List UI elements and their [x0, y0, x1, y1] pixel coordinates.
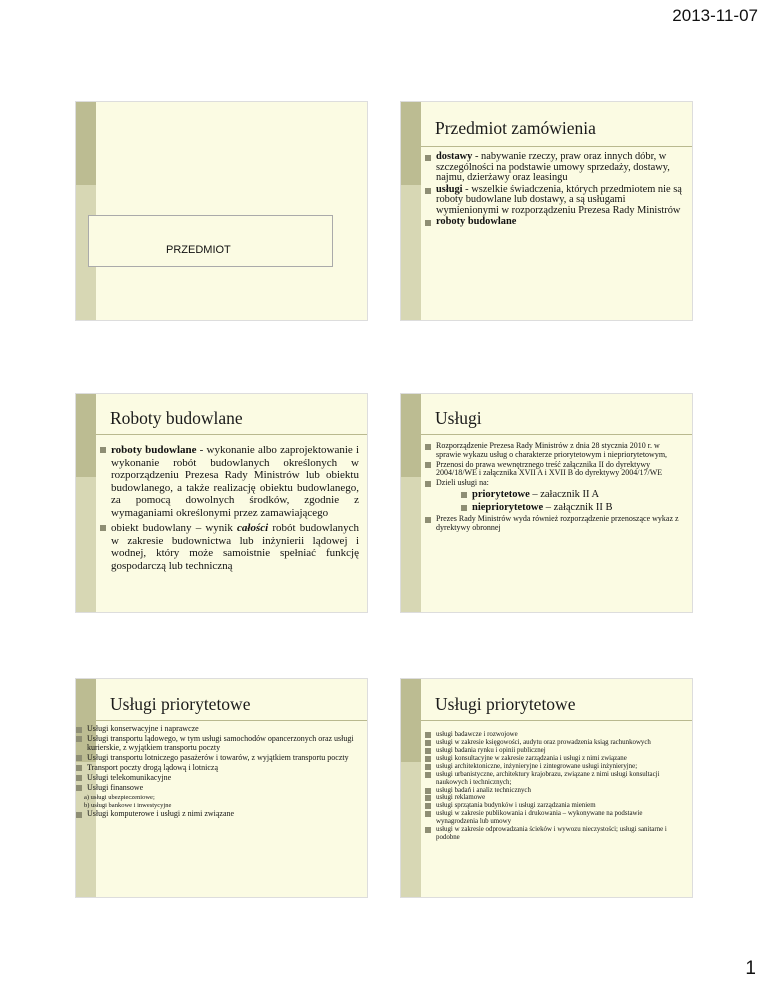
list-item: dostawy - nabywanie rzeczy, praw oraz innych dóbr, w szczególności na podstawie umowy sprzedaży, dostawy, najmu, dzierżawy oraz leasingu: [425, 152, 684, 184]
sub-list-item: priorytetowe – załacznik II A: [461, 489, 684, 501]
list-item: Rozporządzenie Prezesa Rady Ministrów z dnia 28 stycznia 2010 r. w sprawie wykazu usług o charakterze priorytetowym i niepriorytetowym,: [425, 442, 684, 459]
list-item: Usługi telekomunikacyjne: [76, 774, 359, 783]
slide-przedmiot-zamowienia: [400, 101, 693, 321]
list-item: Dzieli usługi na:: [425, 479, 684, 488]
list-item: usługi konsultacyjne w zakresie zarządzania i usługi z nimi związane: [425, 755, 684, 763]
list-item: usługi architektoniczne, inżynieryjne i zintegrowane usługi inżynieryjne;: [425, 763, 684, 771]
list-item: usługi badania rynku i opinii publicznej: [425, 747, 684, 755]
slide-title: Usługi: [435, 408, 482, 428]
slide-uslugi-priorytetowe-2: [400, 678, 693, 898]
list-item: usługi - wszelkie świadczenia, których przedmiotem nie są roboty budowlane lub dostawy, a są usługami wymienionymi w rozporządzeniu Prezesa Rady Ministrów: [425, 185, 684, 217]
slide-title: Przedmiot zamówienia: [435, 118, 596, 138]
slide-label: PRZEDMIOT: [166, 244, 231, 256]
sub-list-item: niepriorytetowe – załącznik II B: [461, 502, 684, 514]
sub-item: a) usługi ubezpieczeniowe;: [84, 793, 155, 801]
slide-roboty-budowlane: [75, 393, 368, 613]
list-item: usługi w zakresie księgowości, audytu oraz prowadzenia ksiąg rachunkowych: [425, 739, 684, 747]
list-item: usługi reklamowe: [425, 794, 684, 802]
list-item: Usługi konserwacyjne i naprawcze: [76, 725, 359, 734]
list-item: roboty budowlane: [425, 217, 684, 228]
list-item: Prezes Rady Ministrów wyda również rozporządzenie przenoszące wykaz z dyrektywy obronnej: [425, 515, 684, 532]
slide-title: Usługi priorytetowe: [110, 694, 251, 714]
list-item: usługi urbanistyczne, architektury krajobrazu, związane z nimi usługi konsultacji naukowych i technicznych;: [425, 771, 684, 786]
slide-uslugi: [400, 393, 693, 613]
list-item: usługi badawcze i rozwojowe: [425, 731, 684, 739]
list-item: usługi w zakresie odprowadzania ścieków i wywozu nieczystości; usługi sanitarne i podobne: [425, 826, 684, 841]
sub-item: b) usługi bankowe i inwestycyjne: [84, 801, 172, 809]
list-item: Usługi transportu lotniczego pasażerów i towarów, z wyjątkiem transportu poczty: [76, 754, 359, 763]
slide-title: Usługi priorytetowe: [435, 694, 576, 714]
list-item: obiekt budowlany – wynik całości robót budowlanych w zakresie budownictwa lub inżynierii lądowej i wodnej, który może samoistnie spełniać funkcję gospodarczą lub techniczną: [100, 522, 359, 572]
list-item: Usługi finansowe: [76, 784, 359, 793]
list-item: Usługi transportu lądowego, w tym usługi samochodów opancerzonych oraz usługi kurierskie, z wyjątkiem transportu poczty: [76, 735, 359, 752]
list-item: Transport poczty drogą lądową i lotniczą: [76, 764, 359, 773]
slide-title: Roboty budowlane: [110, 408, 243, 428]
list-item: usługi badań i analiz technicznych: [425, 787, 684, 795]
slide-przedmiot: [75, 101, 368, 321]
list-item: Usługi komputerowe i usługi z nimi związane: [76, 810, 359, 819]
document-date: 2013-11-07: [672, 6, 758, 25]
list-item: usługi w zakresie publikowania i drukowania – wykonywane na podstawie wynagrodzenia lub umowy: [425, 810, 684, 825]
title-box: [88, 215, 333, 267]
slide-uslugi-priorytetowe-1: [75, 678, 368, 898]
list-item: roboty budowlane - wykonanie albo zaprojektowanie i wykonanie robót budowlanych określonych w rozporządzeniu Prezesa Rady Ministrów lub obiektu budowlanego, a także realizację obiektu budowlanego, za pomocą dowolnych środków, zgodnie z wymaganiami określonymi przez zamawiającego: [100, 444, 359, 519]
list-item: Przenosi do prawa wewnętrznego treść załącznika II do dyrektywy 2004/18/WE i załącznika XVII A i XVII B do dyrektywy 2004/17/WE: [425, 461, 684, 478]
page-number: 1: [745, 958, 756, 979]
list-item: usługi sprzątania budynków i usługi zarządzania mieniem: [425, 802, 684, 810]
